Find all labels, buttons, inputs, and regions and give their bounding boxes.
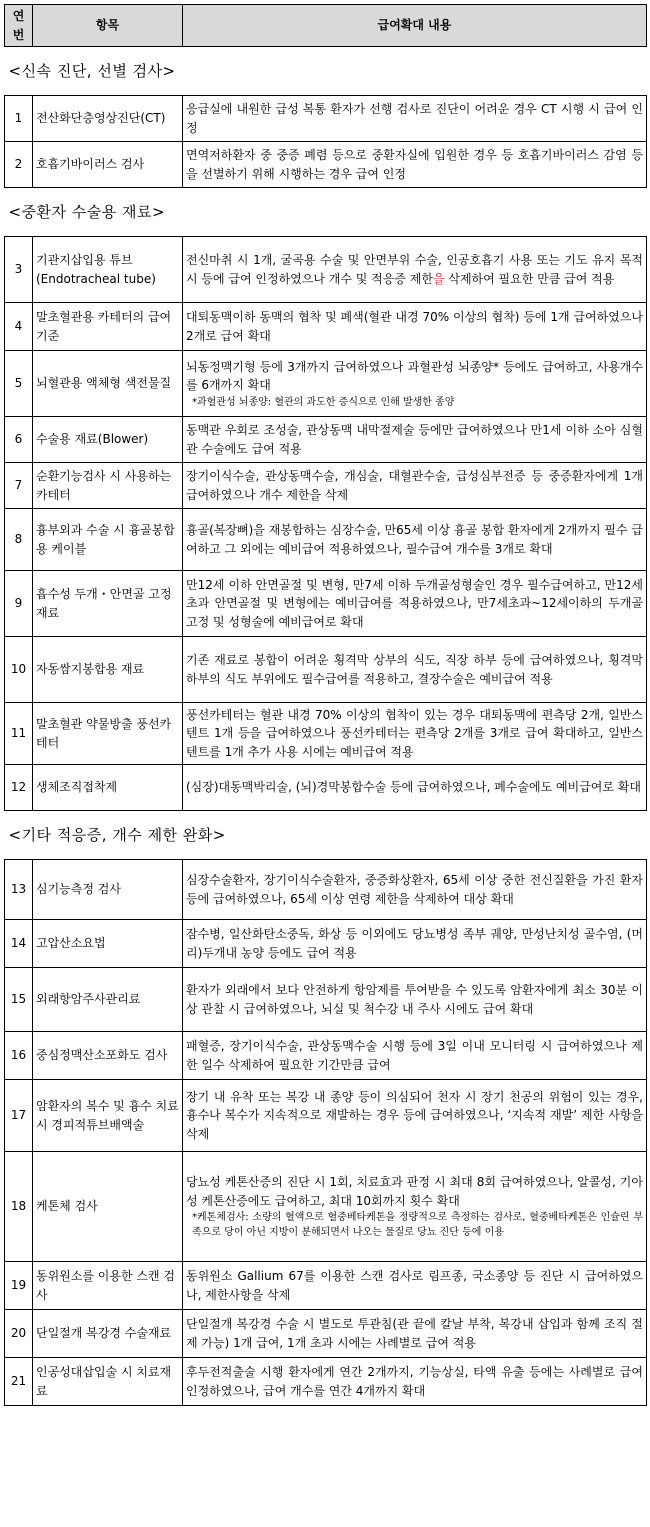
row-content — [183, 303, 647, 351]
content-text: 후두전적출술 시행 환자에게 연간 2개까지, 기능상실, 타액 유출 등에는 사례별로 급여 인정하였으나, 급여 개수를 연간 4개까지 확대 — [186, 1365, 643, 1398]
table-row — [5, 303, 647, 351]
table-row — [5, 703, 647, 765]
row-item: 호흡기바이러스 검사 — [33, 142, 183, 188]
row-content — [183, 968, 647, 1032]
row-content — [183, 1032, 647, 1080]
row-number: 8 — [5, 509, 33, 571]
content-text: 응급실에 내원한 급성 복통 환자가 선행 검사로 진단이 어려운 경우 CT 시행 시 급여 인정 — [186, 102, 643, 135]
row-number: 4 — [5, 303, 33, 351]
row-item: 동위원소를 이용한 스캔 검사 — [33, 1262, 183, 1310]
content-text: 패혈증, 장기이식수술, 관상동맥수술 시행 등에 3일 이내 모니터링 시 급여하였으나 제한 일수 삭제하여 필요한 기간만큼 급여 — [186, 1039, 643, 1072]
row-content — [183, 463, 647, 509]
content-text: 면역저하환자 중 중증 폐렴 등으로 중환자실에 입원한 경우 등 호흡기바이러스 감염 등을 선별하기 위해 시행하는 경우 급여 인정 — [186, 148, 643, 181]
table-row — [5, 968, 647, 1032]
row-number: 16 — [5, 1032, 33, 1080]
table-row — [5, 920, 647, 968]
row-content — [183, 637, 647, 703]
row-content — [183, 920, 647, 968]
content-text: 환자가 외래에서 보다 안전하게 항암제를 투여받을 수 있도록 암환자에게 최소 30분 이상 관찰 시 급여하였으나, 뇌실 및 척수강 내 주사 시에도 급여 확대 — [186, 983, 643, 1016]
row-number: 21 — [5, 1358, 33, 1406]
section-header-row — [5, 811, 647, 860]
row-content — [183, 509, 647, 571]
row-number: 1 — [5, 96, 33, 142]
row-item: 자동쌈지봉합용 재료 — [33, 637, 183, 703]
table-row — [5, 96, 647, 142]
content-text: 동맥관 우회로 조성술, 관상동맥 내막절제술 등에만 급여하였으나 만1세 이하 소아 심혈관 수술에도 급여 적용 — [186, 423, 643, 456]
row-content — [183, 1358, 647, 1406]
content-text: 동위원소 Gallium 67를 이용한 스캔 검사로 림프종, 국소종양 등 진단 시 급여하였으나, 제한사항을 삭제 — [186, 1269, 643, 1302]
content-text: 장기이식수술, 관상동맥수술, 개심술, 대혈관수술, 급성심부전증 등 중증환자에게 1개 급여하였으나 개수 제한을 삭제 — [186, 469, 643, 502]
row-content — [183, 96, 647, 142]
row-number: 9 — [5, 571, 33, 637]
section-header-row — [5, 47, 647, 96]
row-content — [183, 142, 647, 188]
content-text: 풍선카테터는 혈관 내경 70% 이상의 협착이 있는 경우 대퇴동맥에 편측당 2개, 일반스텐트 1개 등을 급여하였으나 풍선카테터는 편측당 2개를 3개로 급여 확대하고, 일반스텐트를 1개 추가 사용 시에는 예비급여 적용 — [186, 707, 643, 759]
row-number: 11 — [5, 703, 33, 765]
content-text: 기존 재료로 봉합이 어려운 횡격막 상부의 식도, 직장 하부 등에 급여하였으나, 횡격막 하부의 식도 부위에도 필수급여를 적용하고, 결장수술은 예비급여 적용 — [186, 653, 643, 686]
table-row — [5, 1032, 647, 1080]
content-text: 단일절개 복강경 수술 시 별도로 투관침(관 끝에 칼날 부착, 복강내 삽입과 함께 조직 절제 가능) 1개 급여, 1개 초과 시에는 사례별로 급여 적용 — [186, 1317, 643, 1350]
table-row — [5, 1080, 647, 1152]
table-row — [5, 509, 647, 571]
table-row — [5, 417, 647, 463]
row-number: 5 — [5, 351, 33, 417]
row-number: 12 — [5, 765, 33, 811]
table-header-row — [5, 5, 647, 47]
table-row — [5, 860, 647, 920]
table-row — [5, 237, 647, 303]
content-text: 뇌동정맥기형 등에 3개까지 급여하였으나 과혈관성 뇌종양* 등에도 급여하고, 사용개수를 6개까지 확대 — [186, 359, 643, 393]
row-item: 고압산소요법 — [33, 920, 183, 968]
row-number: 13 — [5, 860, 33, 920]
content-text: 잠수병, 일산화탄소중독, 화상 등 이외에도 당뇨병성 족부 궤양, 만성난치성 골수염, (머리)두개내 농양 등에도 급여 적용 — [186, 927, 643, 960]
table-row — [5, 351, 647, 417]
row-item: 암환자의 복수 및 흉수 치료 시 경피적튜브배액술 — [33, 1080, 183, 1152]
section-title: <중환자 수술용 재료> — [5, 188, 647, 237]
content-text: 흉골(복장뼈)을 재봉합하는 심장수술, 만65세 이상 흉골 봉합 환자에게 2개까지 필수 급여하고 그 외에는 예비급여 적용하였으나, 필수급여 개수를 3개로 확대 — [186, 523, 643, 556]
row-content — [183, 703, 647, 765]
row-number: 6 — [5, 417, 33, 463]
table-row — [5, 463, 647, 509]
row-content — [183, 417, 647, 463]
header-item: 항목 — [33, 5, 183, 47]
row-number: 14 — [5, 920, 33, 968]
row-item: 흡수성 두개・안면골 고정재료 — [33, 571, 183, 637]
row-number: 17 — [5, 1080, 33, 1152]
section-title: <신속 진단, 선별 검사> — [5, 47, 647, 96]
row-number: 15 — [5, 968, 33, 1032]
row-number: 2 — [5, 142, 33, 188]
row-content — [183, 1080, 647, 1152]
row-number: 18 — [5, 1152, 33, 1262]
content-text: 심장수술환자, 장기이식수술환자, 중증화상환자, 65세 이상 중한 전신질환을 가진 환자 등에 급여하였으나, 65세 이상 연령 제한을 삭제하여 대상 확대 — [186, 873, 643, 906]
row-content — [183, 237, 647, 303]
row-item: 심기능측정 검사 — [33, 860, 183, 920]
row-content — [183, 351, 647, 417]
header-no: 연번 — [5, 5, 33, 47]
coverage-expansion-table — [4, 4, 647, 1406]
table-row — [5, 637, 647, 703]
section-header-row — [5, 188, 647, 237]
row-content — [183, 1310, 647, 1358]
section-title: <기타 적응증, 개수 제한 완화> — [5, 811, 647, 860]
row-content — [183, 765, 647, 811]
content-text: 장기 내 유착 또는 복강 내 종양 등이 의심되어 천자 시 장기 천공의 위험이 있는 경우, 흉수나 복수가 지속적으로 재발하는 경우 등에 급여하였으나, ‘지속적 재발’ 제한 사항을 삭제 — [186, 1089, 643, 1141]
row-content — [183, 1262, 647, 1310]
table-row — [5, 1262, 647, 1310]
row-number: 20 — [5, 1310, 33, 1358]
content-footnote: *과혈관성 뇌종양: 혈관의 과도한 증식으로 인해 발생한 종양 — [192, 396, 455, 408]
table-row — [5, 1310, 647, 1358]
row-number: 3 — [5, 237, 33, 303]
content-text: 만12세 이하 안면골절 및 변형, 만7세 이하 두개골성형술인 경우 필수급여하고, 만12세초과 안면골절 및 변형에는 예비급여를 적용하였으나, 만7세초과~12세이하의 두개골 고정 및 성형술에 예비급여로 확대 — [186, 577, 643, 629]
row-item: 외래항암주사관리료 — [33, 968, 183, 1032]
table-row — [5, 1358, 647, 1406]
row-item: 단일절개 복강경 수술재료 — [33, 1310, 183, 1358]
row-number: 19 — [5, 1262, 33, 1310]
table-row — [5, 571, 647, 637]
content-text: 전신마취 시 1개, 굴곡용 수술 및 안면부위 수술, 인공호흡기 사용 또는 기도 유지 목적 시 등에 급여 인정하였으나 개수 및 적응증 제한 — [186, 253, 643, 286]
row-item: 기관지삽입용 튜브(Endotracheal tube) — [33, 237, 183, 303]
content-highlight: 을 — [432, 271, 445, 286]
row-item: 인공성대삽입술 시 치료재료 — [33, 1358, 183, 1406]
content-text: 당뇨성 케톤산증의 진단 시 1회, 치료효과 판정 시 최대 8회 급여하였으나, 알콜성, 기아성 케톤산증에도 급여하고, 최대 10회까지 횟수 확대 — [186, 1175, 643, 1208]
header-content: 급여확대 내용 — [183, 5, 647, 47]
row-number: 10 — [5, 637, 33, 703]
row-item: 케톤체 검사 — [33, 1152, 183, 1262]
row-content — [183, 571, 647, 637]
table-row — [5, 1152, 647, 1262]
row-item: 수술용 재료(Blower) — [33, 417, 183, 463]
row-item: 중심정맥산소포화도 검사 — [33, 1032, 183, 1080]
row-item: 생체조직접착제 — [33, 765, 183, 811]
table-row — [5, 142, 647, 188]
row-item: 전산화단층영상진단(CT) — [33, 96, 183, 142]
content-text: (심장)대동맥박리술, (뇌)경막봉합수술 등에 급여하였으나, 폐수술에도 예비급여로 확대 — [186, 780, 641, 795]
row-item: 뇌혈관용 액체형 색전물질 — [33, 351, 183, 417]
row-item: 말초혈관 약물방출 풍선카테터 — [33, 703, 183, 765]
content-text: 대퇴동맥이하 동맥의 협착 및 폐색(혈관 내경 70% 이상의 협착) 등에 1개 급여하였으나 2개로 급여 확대 — [186, 310, 643, 343]
row-content — [183, 1152, 647, 1262]
row-item: 말초혈관용 카테터의 급여기준 — [33, 303, 183, 351]
row-item: 순환기능검사 시 사용하는 카테터 — [33, 463, 183, 509]
row-item: 흉부외과 수술 시 흉골봉합용 케이블 — [33, 509, 183, 571]
table-row — [5, 765, 647, 811]
content-footnote: *케톤체검사: 소량의 혈액으로 혈중베타케톤을 정량적으로 측정하는 검사로, 혈중베타케톤은 인슐린 부족으로 당이 아닌 지방이 분해되면서 나오는 물질로 당뇨 진단 등에 이용 — [192, 1212, 643, 1239]
content-text-tail: 삭제하여 필요한 만큼 급여 적용 — [444, 271, 615, 286]
row-number: 7 — [5, 463, 33, 509]
row-content — [183, 860, 647, 920]
